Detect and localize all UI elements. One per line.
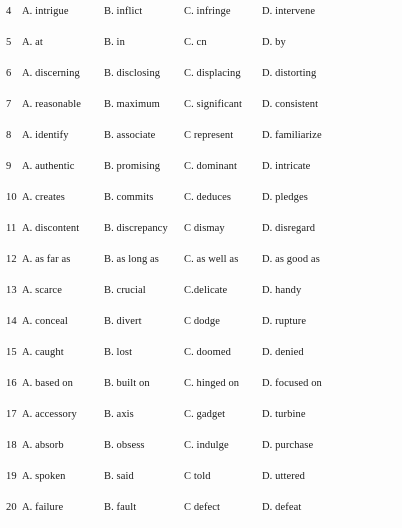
option-d: D. familiarize xyxy=(262,130,322,141)
option-a: A. at xyxy=(22,37,43,48)
option-d: D. uttered xyxy=(262,471,305,482)
question-number: 15 xyxy=(6,347,17,358)
question-number: 18 xyxy=(6,440,17,451)
question-row-20 xyxy=(0,498,402,518)
option-c: C. infringe xyxy=(184,6,231,17)
question-row-17 xyxy=(0,405,402,425)
question-row-7 xyxy=(0,95,402,115)
option-b: B. disclosing xyxy=(104,68,161,79)
option-d: D. turbine xyxy=(262,409,306,420)
question-row-12 xyxy=(0,250,402,270)
question-row-14 xyxy=(0,312,402,332)
option-a: A. identify xyxy=(22,130,69,141)
question-row-4 xyxy=(0,2,402,22)
question-row-16 xyxy=(0,374,402,394)
option-a: A. authentic xyxy=(22,161,75,172)
question-number: 7 xyxy=(6,99,12,110)
option-c: C dodge xyxy=(184,316,220,327)
question-row-6 xyxy=(0,64,402,84)
option-b: B. said xyxy=(104,471,134,482)
option-d: D. focused on xyxy=(262,378,322,389)
question-row-18 xyxy=(0,436,402,456)
option-a: A. discerning xyxy=(22,68,80,79)
question-number: 9 xyxy=(6,161,12,172)
option-c: C. cn xyxy=(184,37,207,48)
option-d: D. rupture xyxy=(262,316,307,327)
question-number: 8 xyxy=(6,130,12,141)
option-b: B. built on xyxy=(104,378,150,389)
question-number: 12 xyxy=(6,254,17,265)
option-b: B. lost xyxy=(104,347,133,358)
option-c: C told xyxy=(184,471,211,482)
question-row-11 xyxy=(0,219,402,239)
option-a: A. creates xyxy=(22,192,65,203)
option-c: C. displacing xyxy=(184,68,241,79)
option-b: B. discrepancy xyxy=(104,223,168,234)
option-d: D. by xyxy=(262,37,286,48)
option-c: C. gadget xyxy=(184,409,226,420)
question-number: 14 xyxy=(6,316,17,327)
option-d: D. distorting xyxy=(262,68,317,79)
option-b: B. maximum xyxy=(104,99,160,110)
option-b: B. divert xyxy=(104,316,142,327)
option-a: A. discontent xyxy=(22,223,80,234)
option-a: A. intrigue xyxy=(22,6,69,17)
option-b: B. axis xyxy=(104,409,134,420)
option-a: A. caught xyxy=(22,347,64,358)
option-a: A. reasonable xyxy=(22,99,82,110)
option-d: D. handy xyxy=(262,285,302,296)
option-a: A. failure xyxy=(22,502,64,513)
option-a: A. conceal xyxy=(22,316,68,327)
option-b: B. crucial xyxy=(104,285,146,296)
option-a: A. accessory xyxy=(22,409,77,420)
option-c: C represent xyxy=(184,130,234,141)
option-d: D. defeat xyxy=(262,502,302,513)
question-row-9 xyxy=(0,157,402,177)
question-number: 6 xyxy=(6,68,12,79)
question-row-15 xyxy=(0,343,402,363)
option-b: B. obsess xyxy=(104,440,145,451)
option-d: D. consistent xyxy=(262,99,319,110)
question-number: 5 xyxy=(6,37,12,48)
option-a: A. absorb xyxy=(22,440,64,451)
option-b: B. promising xyxy=(104,161,161,172)
option-b: B. in xyxy=(104,37,125,48)
option-a: A. as far as xyxy=(22,254,71,265)
option-b: B. as long as xyxy=(104,254,159,265)
option-d: D. intervene xyxy=(262,6,316,17)
question-row-13 xyxy=(0,281,402,301)
question-number: 11 xyxy=(6,223,17,234)
option-b: B. associate xyxy=(104,130,156,141)
option-d: D. as good as xyxy=(262,254,320,265)
option-a: A. based on xyxy=(22,378,73,389)
question-row-5 xyxy=(0,33,402,53)
question-number: 13 xyxy=(6,285,17,296)
option-c: C. hinged on xyxy=(184,378,240,389)
option-c: C. indulge xyxy=(184,440,229,451)
option-d: D. disregard xyxy=(262,223,316,234)
question-row-19 xyxy=(0,467,402,487)
question-number: 10 xyxy=(6,192,17,203)
option-c: C dismay xyxy=(184,223,225,234)
question-number: 20 xyxy=(6,502,17,513)
option-d: D. denied xyxy=(262,347,304,358)
option-c: C defect xyxy=(184,502,221,513)
option-d: D. purchase xyxy=(262,440,314,451)
question-row-10 xyxy=(0,188,402,208)
option-c: C. dominant xyxy=(184,161,238,172)
option-a: A. spoken xyxy=(22,471,66,482)
option-c: C. deduces xyxy=(184,192,232,203)
option-c: C. as well as xyxy=(184,254,239,265)
question-number: 17 xyxy=(6,409,17,420)
option-a: A. scarce xyxy=(22,285,62,296)
option-c: C.delicate xyxy=(184,285,228,296)
option-c: C. significant xyxy=(184,99,242,110)
question-number: 4 xyxy=(6,6,12,17)
option-b: B. fault xyxy=(104,502,137,513)
question-number: 19 xyxy=(6,471,17,482)
option-b: B. commits xyxy=(104,192,154,203)
question-row-8 xyxy=(0,126,402,146)
question-number: 16 xyxy=(6,378,17,389)
option-d: D. pledges xyxy=(262,192,308,203)
option-d: D. intricate xyxy=(262,161,311,172)
option-c: C. doomed xyxy=(184,347,231,358)
option-b: B. inflict xyxy=(104,6,143,17)
